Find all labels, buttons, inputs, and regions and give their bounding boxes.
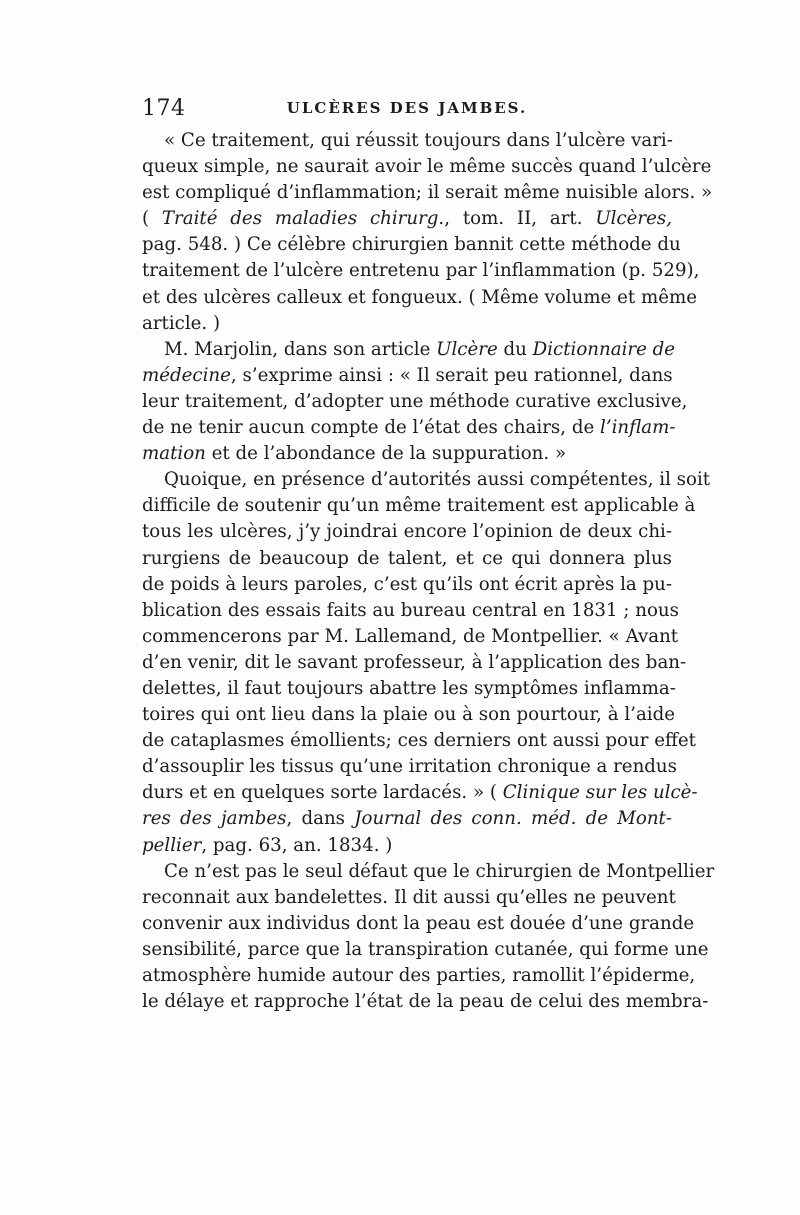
text-line — [142, 624, 679, 650]
italic-text: Dictionnaire de — [532, 338, 676, 360]
text-run: M. Marjolin, dans son article — [164, 338, 437, 360]
page-number: 174 — [142, 96, 186, 121]
italic-text: res des jambes — [142, 808, 287, 830]
text-run: sensibilité, parce que la transpiration cutanée, qui forme une — [142, 938, 709, 960]
text-run: , dans — [286, 808, 355, 830]
text-line — [142, 806, 672, 832]
text-run: du — [497, 338, 533, 360]
italic-text: Ulcères, — [595, 208, 672, 230]
text-run: blication des essais faits au bureau central en 1831 ; nous — [142, 599, 679, 621]
text-run: toires qui ont lieu dans la plaie ou à son pourtour, à l’aide — [142, 704, 676, 726]
text-line — [142, 676, 676, 702]
text-line — [142, 311, 672, 337]
text-line — [142, 285, 697, 311]
text-line — [142, 650, 687, 676]
text-line — [142, 441, 672, 467]
text-run: leur traitement, d’adopter une méthode curative exclusive, — [142, 390, 688, 412]
text-run: atmosphère humide autour des parties, ramollit l’épiderme, — [142, 965, 696, 986]
italic-text: Ulcère — [436, 338, 498, 360]
text-line — [142, 937, 709, 963]
text-line — [142, 154, 712, 180]
text-run: difficile de soutenir qu’un même traitement est applicable à — [142, 495, 696, 517]
italic-text: médecine — [142, 364, 231, 386]
text-line — [142, 702, 676, 728]
text-run: , pag. 63, an. 1834. ) — [201, 834, 393, 856]
text-run: d’assouplir les tissus qu’une irritation chronique a rendus — [142, 756, 677, 778]
text-line — [142, 258, 700, 284]
text-run: commencerons par M. Lallemand, de Montpellier. « Avant — [142, 625, 679, 647]
text-run: le délaye et rapproche l’état de la peau de celui des membra- — [142, 991, 709, 1013]
text-run: ( — [142, 208, 162, 230]
text-run: d’en venir, dit le savant professeur, à l’application des ban- — [142, 651, 687, 673]
text-line — [142, 911, 695, 937]
text-line — [142, 885, 676, 911]
text-run: , tom. II, art. — [444, 208, 596, 230]
text-run: queux simple, ne saurait avoir le même succès quand l’ulcère — [142, 156, 712, 178]
text-line — [142, 989, 709, 1015]
italic-text: Journal des conn. méd. de Mont- — [354, 808, 673, 830]
italic-text: Clinique sur les ulcè- — [502, 782, 698, 804]
text-line — [142, 572, 672, 598]
text-line — [142, 128, 672, 154]
text-run: durs et en quelques sorte lardacés. » ( — [142, 782, 503, 804]
text-run: reconnait aux bandelettes. Il dit aussi qu’elles ne peuvent — [142, 886, 676, 908]
text-run: rurgiens de beaucoup de talent, et ce qui donnera plus — [142, 547, 672, 569]
text-run: Ce n’est pas le seul défaut que le chirurgien de Montpellier — [164, 860, 715, 882]
body-text — [142, 128, 715, 1015]
text-line — [142, 833, 672, 859]
text-run: et des ulcères calleux et fongueux. ( Même volume et même — [142, 286, 697, 308]
text-line — [142, 728, 696, 754]
text-line — [142, 337, 676, 363]
text-run: « Ce traitement, qui réussit toujours dans l’ulcère vari- — [164, 130, 673, 151]
italic-text: pellier — [142, 834, 202, 856]
text-run: pag. 548. ) Ce célèbre chirurgien bannit cette méthode du — [142, 234, 681, 256]
text-line — [142, 754, 677, 780]
italic-text: Traité des maladies chirurg. — [161, 208, 445, 230]
text-line — [142, 598, 679, 624]
text-line — [142, 963, 696, 989]
text-line — [142, 546, 672, 572]
text-line — [142, 206, 672, 232]
text-run: article. ) — [142, 312, 221, 334]
text-line — [142, 467, 711, 493]
text-run: tous les ulcères, j’y joindrai encore l’opinion de deux chi- — [142, 521, 672, 543]
text-line — [142, 780, 698, 806]
text-line — [142, 415, 676, 441]
text-run: de poids à leurs paroles, c’est qu’ils ont écrit après la pu- — [142, 573, 673, 595]
text-run: et de l’abondance de la suppuration. » — [205, 443, 567, 465]
text-run: traitement de l’ulcère entretenu par l’inflammation (p. 529), — [142, 260, 700, 282]
text-line — [142, 389, 688, 415]
text-run: convenir aux individus dont la peau est douée d’une grande — [142, 912, 695, 934]
italic-text: l’inflam- — [600, 417, 676, 439]
text-line — [142, 493, 696, 519]
text-line — [142, 180, 713, 206]
text-run: de ne tenir aucun compte de l’état des chairs, de — [142, 417, 600, 439]
page-header — [142, 96, 672, 130]
text-line — [142, 519, 672, 545]
text-line — [142, 859, 715, 885]
text-run: delettes, il faut toujours abattre les symptômes inflamma- — [142, 677, 676, 699]
running-head: ULCÈRES DES JAMBES. — [286, 99, 528, 117]
text-run: Quoique, en présence d’autorités aussi compétentes, il soit — [164, 469, 711, 491]
text-run: , s’exprime ainsi : « Il serait peu rationnel, dans — [230, 364, 673, 386]
text-run: est compliqué d’inflammation; il serait même nuisible alors. » — [142, 182, 713, 204]
text-run: de cataplasmes émollients; ces derniers ont aussi pour effet — [142, 730, 696, 752]
text-line — [142, 363, 672, 389]
text-line — [142, 232, 681, 258]
italic-text: mation — [142, 443, 206, 465]
